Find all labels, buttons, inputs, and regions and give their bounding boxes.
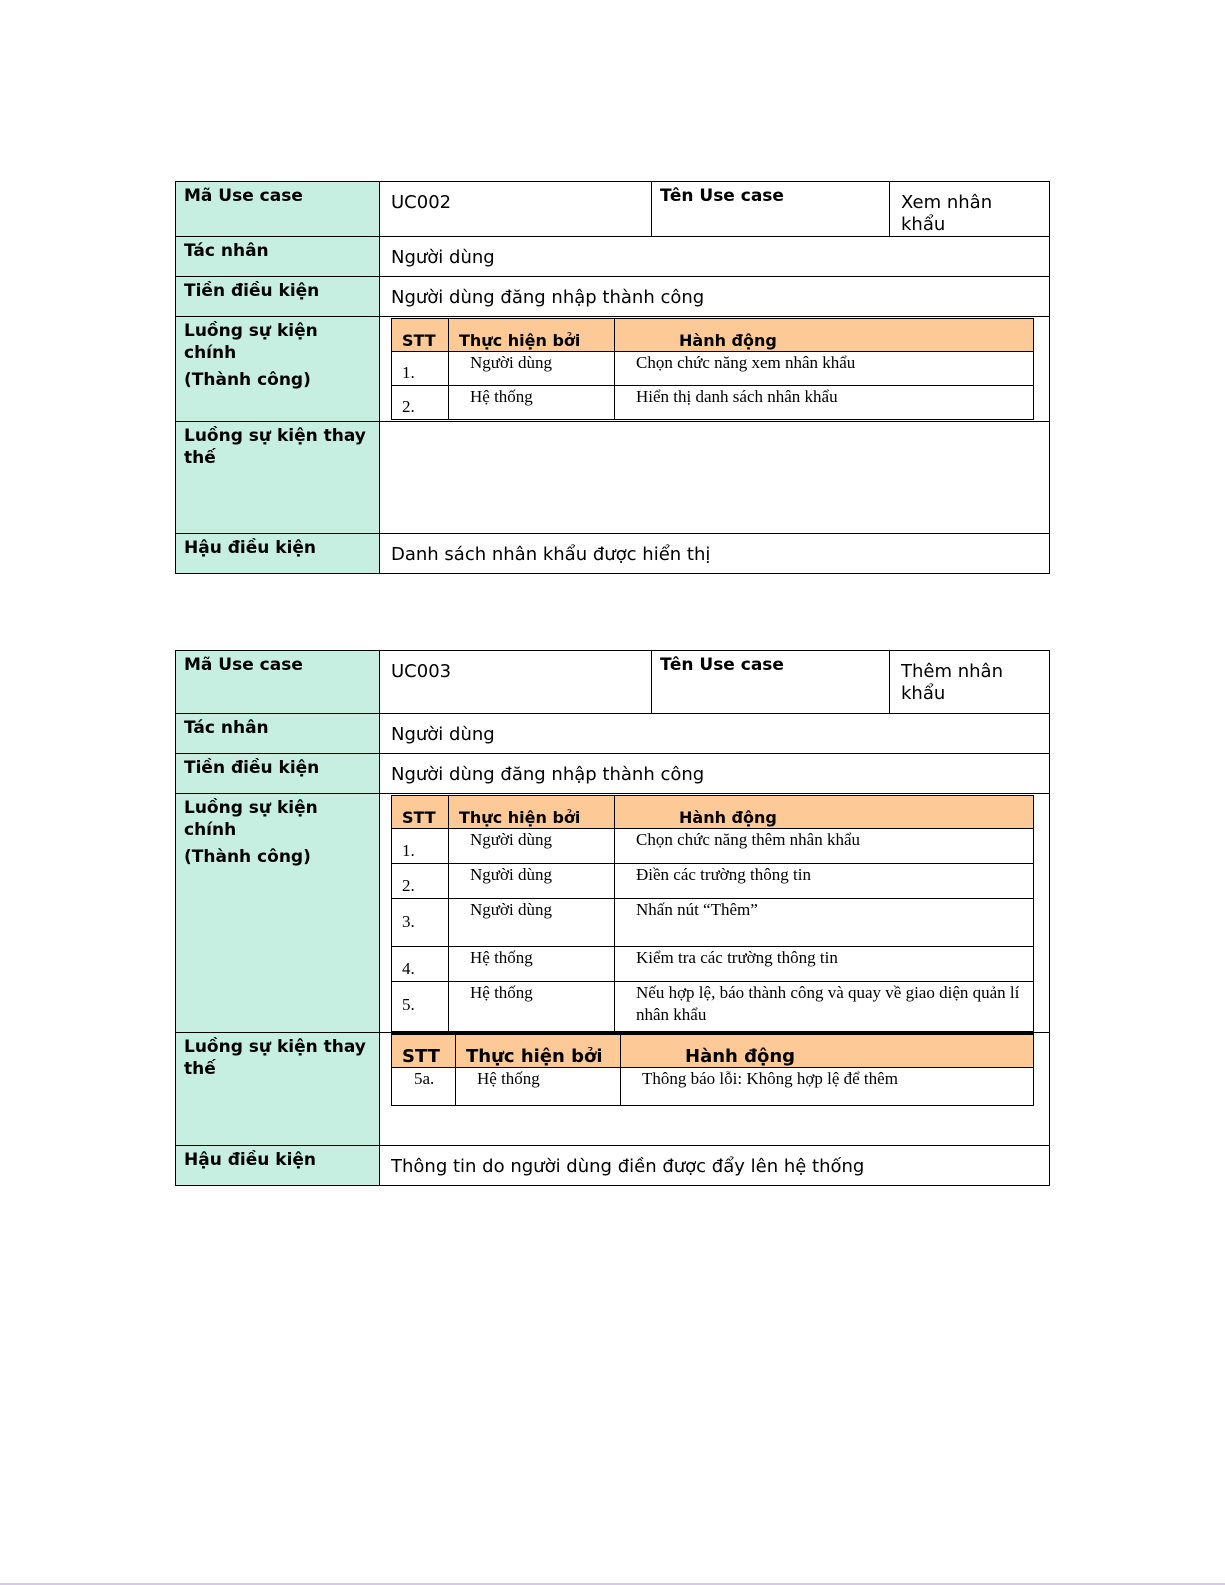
- precondition-label: Tiền điều kiện: [176, 754, 380, 794]
- main-flow-label-line1: Luồng sự kiện chính: [184, 321, 318, 363]
- postcondition-label: Hậu điều kiện: [176, 534, 380, 574]
- usecase-name: Xem nhân khẩu: [890, 182, 1050, 237]
- table-row: [392, 982, 1034, 1032]
- header-performed-by: Thực hiện bởi: [449, 796, 615, 829]
- actor-value: Người dùng: [380, 714, 1050, 754]
- usecase-code: UC002: [380, 182, 652, 237]
- alt-flow-label-line2: thế: [184, 448, 216, 468]
- step-actor: Hệ thống: [449, 386, 615, 420]
- main-flow-label-line2: (Thành công): [184, 847, 311, 867]
- main-flow-label: [176, 794, 380, 1033]
- actor-label: Tác nhân: [176, 237, 380, 277]
- header-stt: STT: [392, 1034, 456, 1068]
- step-actor: Hệ thống: [456, 1068, 621, 1106]
- name-label: Tên Use case: [652, 182, 890, 237]
- code-label: Mã Use case: [176, 182, 380, 237]
- step-number: 5a.: [392, 1068, 456, 1106]
- precondition-value: Người dùng đăng nhập thành công: [380, 754, 1050, 794]
- step-actor: Hệ thống: [449, 947, 615, 982]
- header-action: Hành động: [615, 319, 1034, 352]
- table-row: [392, 899, 1034, 947]
- usecase-name-line2: khẩu: [901, 683, 946, 704]
- main-flow-label-line1: Luồng sự kiện chính: [184, 798, 318, 840]
- postcondition-value: Danh sách nhân khẩu được hiển thị: [380, 534, 1050, 574]
- alt-flow-label: [176, 1033, 380, 1146]
- alt-flow-label-line2: thế: [184, 1059, 216, 1079]
- usecase-name: [890, 651, 1050, 714]
- precondition-label: Tiền điều kiện: [176, 277, 380, 317]
- step-number: 5.: [392, 982, 449, 1032]
- header-stt: STT: [392, 319, 449, 352]
- step-number: 1.: [392, 352, 449, 386]
- table-row: [392, 1068, 1034, 1106]
- step-action: Nhấn nút “Thêm”: [615, 899, 1034, 947]
- main-flow-steps: [391, 318, 1034, 420]
- step-number: 1.: [392, 829, 449, 864]
- header-stt: STT: [392, 796, 449, 829]
- alt-flow-cell: [380, 422, 1050, 534]
- step-number: 4.: [392, 947, 449, 982]
- step-actor: Người dùng: [449, 829, 615, 864]
- usecase-code: UC003: [380, 651, 652, 714]
- postcondition-value: Thông tin do người dùng điền được đẩy lên hệ thống: [380, 1146, 1050, 1186]
- code-label: Mã Use case: [176, 651, 380, 714]
- name-label: Tên Use case: [652, 651, 890, 714]
- table-row: [392, 386, 1034, 420]
- actor-value: Người dùng: [380, 237, 1050, 277]
- table-row: [392, 829, 1034, 864]
- alt-flow-label-line1: Luồng sự kiện thay: [184, 426, 366, 446]
- table-row: [392, 864, 1034, 899]
- usecase-table-uc003: [175, 650, 1050, 1186]
- header-performed-by: Thực hiện bởi: [449, 319, 615, 352]
- step-number: 2.: [392, 864, 449, 899]
- alt-flow-cell: [380, 1033, 1050, 1146]
- step-action: Chọn chức năng xem nhân khẩu: [615, 352, 1034, 386]
- table-row: [392, 352, 1034, 386]
- step-number: 2.: [392, 386, 449, 420]
- main-flow-label-line2: (Thành công): [184, 370, 311, 390]
- step-action: Nếu hợp lệ, báo thành công và quay về giao diện quản lí nhân khẩu: [615, 982, 1034, 1032]
- step-action: Thông báo lỗi: Không hợp lệ để thêm: [621, 1068, 1034, 1106]
- alt-flow-label: [176, 422, 380, 534]
- step-actor: Người dùng: [449, 864, 615, 899]
- alt-flow-label-line1: Luồng sự kiện thay: [184, 1037, 366, 1057]
- header-action: Hành động: [621, 1034, 1034, 1068]
- step-action: Điền các trường thông tin: [615, 864, 1034, 899]
- step-actor: Hệ thống: [449, 982, 615, 1032]
- alt-flow-steps: [391, 1033, 1034, 1106]
- main-flow-label: [176, 317, 380, 422]
- usecase-name-line1: Thêm nhân: [901, 661, 1003, 682]
- usecase-table-uc002: [175, 181, 1050, 574]
- postcondition-label: Hậu điều kiện: [176, 1146, 380, 1186]
- main-flow-cell: [380, 317, 1050, 422]
- main-flow-cell: [380, 794, 1050, 1033]
- precondition-value: Người dùng đăng nhập thành công: [380, 277, 1050, 317]
- step-number: 3.: [392, 899, 449, 947]
- actor-label: Tác nhân: [176, 714, 380, 754]
- step-actor: Người dùng: [449, 352, 615, 386]
- main-flow-steps: [391, 795, 1034, 1032]
- step-action: Chọn chức năng thêm nhân khẩu: [615, 829, 1034, 864]
- step-actor: Người dùng: [449, 899, 615, 947]
- header-performed-by: Thực hiện bởi: [456, 1034, 621, 1068]
- table-row: [392, 947, 1034, 982]
- header-action: Hành động: [615, 796, 1034, 829]
- step-action: Kiểm tra các trường thông tin: [615, 947, 1034, 982]
- step-action: Hiển thị danh sách nhân khẩu: [615, 386, 1034, 420]
